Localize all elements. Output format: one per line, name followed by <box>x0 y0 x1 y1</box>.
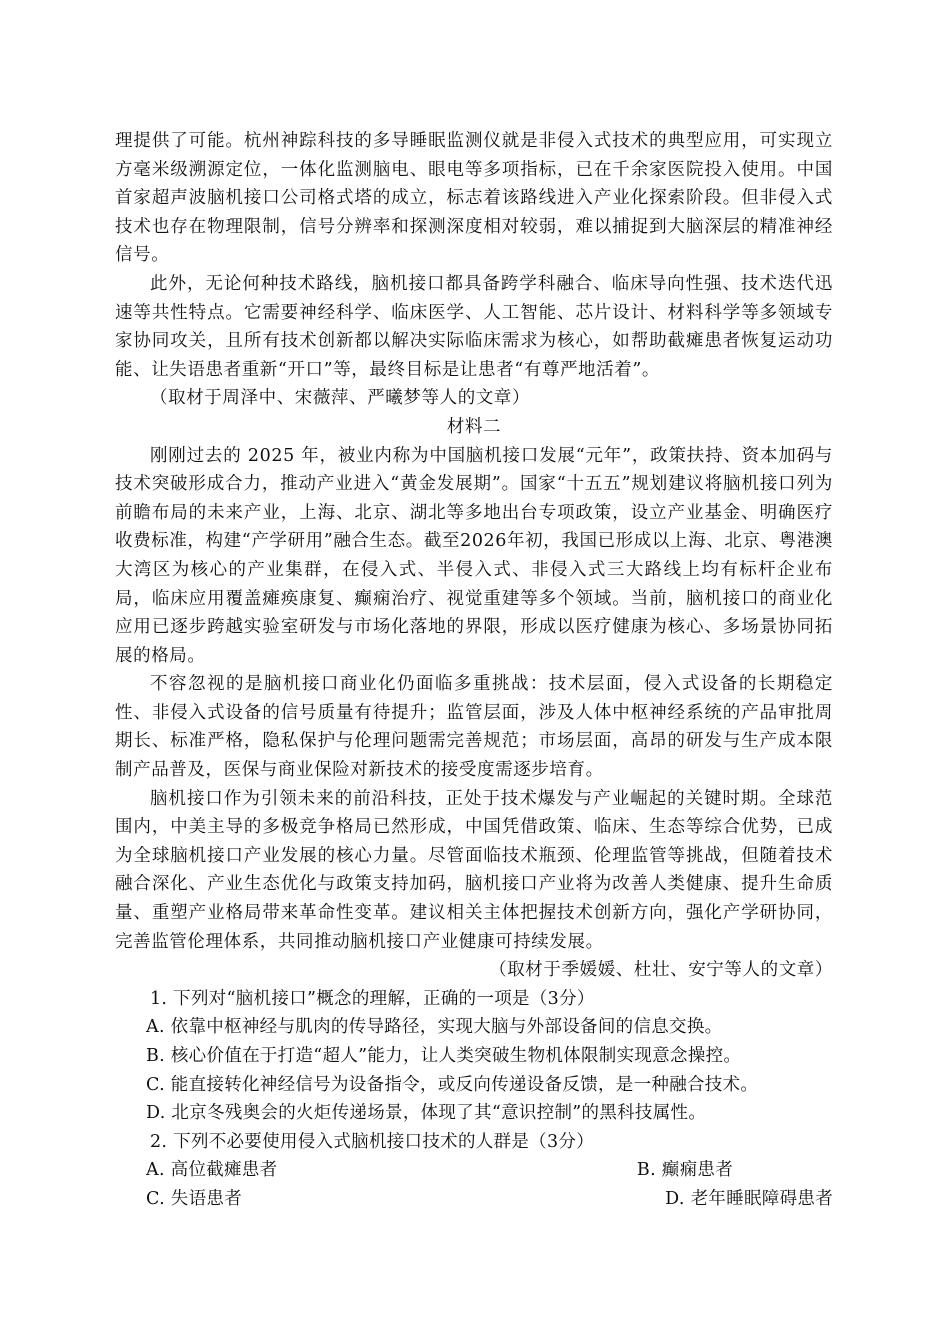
material-two-source: （取材于季媛媛、杜壮、安宁等人的文章） <box>489 960 833 981</box>
question-option: B. 癫痫患者 <box>636 1160 733 1181</box>
question-option: D. 老年睡眠障碍患者 <box>665 1188 833 1209</box>
material-two-paragraph: 刚刚过去的 2025 年，被业内称为中国脑机接口发展“元年”，政策扶持、资本加码与技术突破形成合力，推动产业进入“黄金发展期”。国家“十五五”规划建议将脑机接口列为前瞻布局的未来产业，上海、北京、湖北等多地出台专项政策，设立产业基金、明确医疗收费标准，构建“产学研用”融合生态。截至2026年初，我国已形成以上海、北京、粤港澳大湾区为核心的产业集群，在侵入式、半侵入式、非侵入式三大路线上均有标杆企业布局，临床应用覆盖瘫痪康复、癫痫治疗、视觉重建等多个领域。当前，脑机接口的商业化应用已逐步跨越实验室研发与市场化落地的界限，形成以医疗健康为核心、多场景协同拓展的格局。 <box>115 445 833 666</box>
question-option: A. 依靠中枢神经与肌肉的传导路径，实现大脑与外部设备间的信息交换。 <box>146 1017 723 1038</box>
question-option: C. 失语患者 <box>146 1188 242 1209</box>
page-content <box>115 127 833 1214</box>
material-one-source: （取材于周泽中、宋薇萍、严曦梦等人的文章） <box>150 388 531 409</box>
material-one-paragraph-continued: 理提供了可能。杭州神踪科技的多导睡眠监测仪就是非侵入式技术的典型应用，可实现立方毫米级溯源定位，一体化监测脑电、眼电等多项指标，已在千余家医院投入使用。中国首家超声波脑机接口公司格式塔的成立，标志着该路线进入产业化探索阶段。但非侵入式技术也存在物理限制，信号分辨率和探测深度相对较弱，难以捕捉到大脑深层的精准神经信号。 <box>115 131 833 266</box>
options-row <box>115 1156 833 1185</box>
question-stem: 2. 下列不必要使用侵入式脑机接口技术的人群是（3分） <box>150 1131 594 1152</box>
options-row <box>115 1185 833 1214</box>
question-stem: 1. 下列对“脑机接口”概念的理解，正确的一项是（3分） <box>150 988 595 1009</box>
material-two-heading: 材料二 <box>446 416 502 437</box>
material-two-paragraph: 脑机接口作为引领未来的前沿科技，正处于技术爆发与产业崛起的关键时期。全球范围内，中美主导的多极竞争格局已然形成，中国凭借政策、临床、生态等综合优势，已成为全球脑机接口产业发展的核心力量。尽管面临技术瓶颈、伦理监管等挑战，但随着技术融合深化、产业生态优化与政策支持加码，脑机接口产业将为改善人类健康、提升生命质量、重塑产业格局带来革命性变革。建议相关主体把握技术创新方向，强化产学研协同，完善监管伦理体系，共同推动脑机接口产业健康可持续发展。 <box>115 788 833 952</box>
material-one-paragraph: 此外，无论何种技术路线，脑机接口都具备跨学科融合、临床导向性强、技术迭代迅速等共性特点。它需要神经科学、临床医学、人工智能、芯片设计、材料科学等多领域专家协同攻关，且所有技术创新都以解决实际临床需求为核心，如帮助截瘫患者恢复运动功能、让失语患者重新“开口”等，最终目标是让患者“有尊严地活着”。 <box>115 273 833 380</box>
material-two-paragraph: 不容忽视的是脑机接口商业化仍面临多重挑战：技术层面，侵入式设备的长期稳定性、非侵入式设备的信号质量有待提升；监管层面，涉及人体中枢神经系统的产品审批周期长、标准严格，隐私保护与伦理问题需完善规范；市场层面，高昂的研发与生产成本限制产品普及，医保与商业保险对新技术的接受度需逐步培育。 <box>115 674 833 781</box>
question-option: B. 核心价值在于打造“超人”能力，让人类突破生物机体限制实现意念操控。 <box>146 1046 742 1066</box>
question-option: A. 高位截瘫患者 <box>146 1160 278 1181</box>
question-option: C. 能直接转化神经信号为设备指令，或反向传递设备反馈，是一种融合技术。 <box>146 1074 759 1095</box>
question-option: D. 北京冬残奥会的火炬传递场景，体现了其“意识控制”的黑科技属性。 <box>146 1103 707 1124</box>
